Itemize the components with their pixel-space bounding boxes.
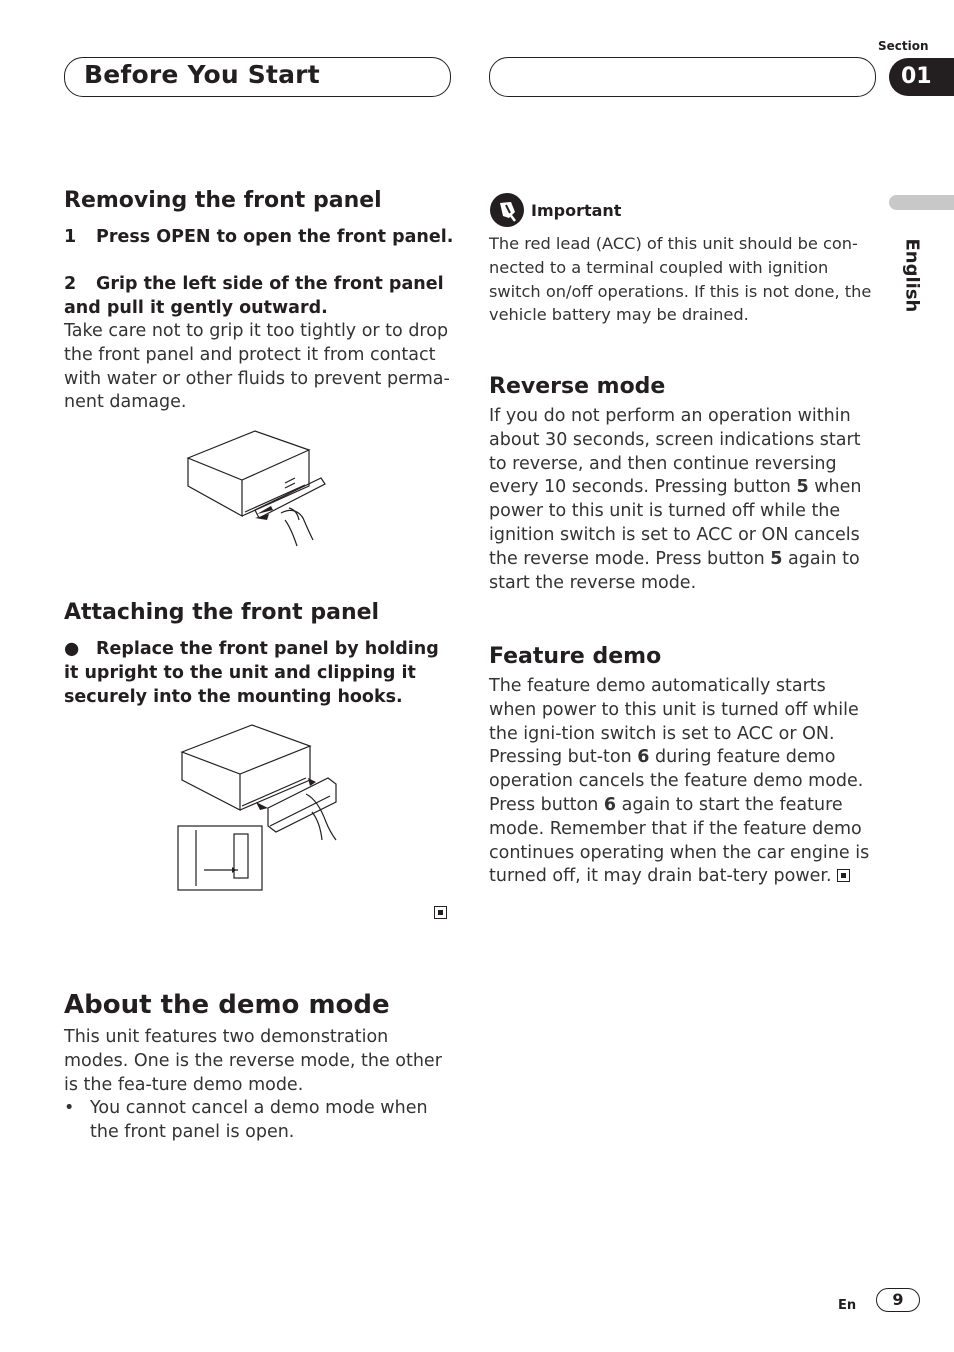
- text-run: again to start the feature mode. Remember that if the feature demo continues operating when the car engine is turned off, it may drain bat-tery power.: [489, 794, 870, 887]
- bullet-icon: ●: [64, 639, 80, 659]
- page-number: 9: [876, 1288, 920, 1312]
- step-text: Grip the left side of the front panel and pull it gently outward.: [64, 274, 444, 318]
- button-number: 6: [603, 794, 617, 815]
- end-of-section-icon: [434, 903, 447, 922]
- text-run: If you do not perform an operation within about 30 seconds, screen indications start to reverse, and then continue reversing every 10 seconds. Pressing button: [489, 406, 861, 498]
- step-number: 1: [64, 227, 77, 247]
- feature-body: [489, 675, 873, 889]
- reverse-mode-section: [489, 374, 873, 595]
- about-note: [64, 1097, 454, 1145]
- feature-heading: Feature demo: [489, 644, 662, 669]
- important-icon: [489, 192, 525, 228]
- step-text: Replace the front panel by holding it upright to the unit and clipping it securely into the mounting hooks.: [64, 639, 439, 707]
- note-text: You cannot cancel a demo mode when the front panel is open.: [90, 1098, 428, 1143]
- attaching-heading: Attaching the front panel: [64, 600, 380, 625]
- attaching-step: [64, 637, 454, 709]
- text-run: The feature demo automatically starts when power to this unit is turned off while the igni-tion switch is set to ACC or ON. Pressing but-ton: [489, 676, 859, 768]
- step-text: Press OPEN to open the front panel.: [96, 227, 454, 247]
- text-run: again to start the reverse mode.: [489, 548, 860, 593]
- removing-section: [64, 188, 454, 415]
- section-number-badge: 01: [889, 58, 954, 96]
- button-number: 5: [796, 477, 809, 498]
- removing-step-1: [64, 225, 454, 249]
- attaching-section: [64, 600, 454, 709]
- important-body: The red lead (ACC) of this unit should be con-nected to a terminal coupled with ignition switch on/off operations. If this is not done, the vehicle battery may be drained.: [489, 234, 872, 325]
- text-run: during feature demo operation cancels the feature demo mode. Press button: [489, 747, 864, 815]
- bullet-icon: •: [64, 1098, 75, 1119]
- section-label: Section: [878, 39, 929, 53]
- step-number: 2: [64, 274, 77, 294]
- about-heading: About the demo mode: [64, 990, 390, 1020]
- text-run: when power to this unit is turned off while the ignition switch is set to ACC or ON cancels the reverse mode. Press button: [489, 477, 862, 569]
- important-header: [489, 192, 879, 228]
- language-tab: [889, 195, 954, 210]
- reverse-heading: Reverse mode: [489, 374, 666, 399]
- page-title: Before You Start: [84, 60, 320, 89]
- about-body: This unit features two demonstration modes. One is the reverse mode, the other is the fea-ture demo mode.: [64, 1027, 442, 1095]
- header-blank-frame: [489, 57, 876, 97]
- footer-language-code: En: [838, 1298, 857, 1313]
- removing-front-panel-illustration: [185, 428, 335, 550]
- button-number: 6: [637, 747, 650, 768]
- removing-step-2: [64, 272, 454, 320]
- removing-heading: Removing the front panel: [64, 188, 382, 213]
- button-number: 5: [770, 548, 783, 569]
- removing-body: Take care not to grip it too tightly or to drop the front panel and protect it from contact with water or other fluids to prevent perma-nent damage.: [64, 321, 450, 413]
- reverse-body: [489, 405, 873, 595]
- about-demo-section: [64, 990, 454, 1145]
- important-label: Important: [531, 200, 622, 220]
- end-of-section-icon: [837, 869, 850, 882]
- feature-demo-section: [489, 644, 873, 889]
- language-label: English: [901, 238, 923, 313]
- important-section: [489, 192, 879, 327]
- attaching-front-panel-illustration: [176, 722, 342, 892]
